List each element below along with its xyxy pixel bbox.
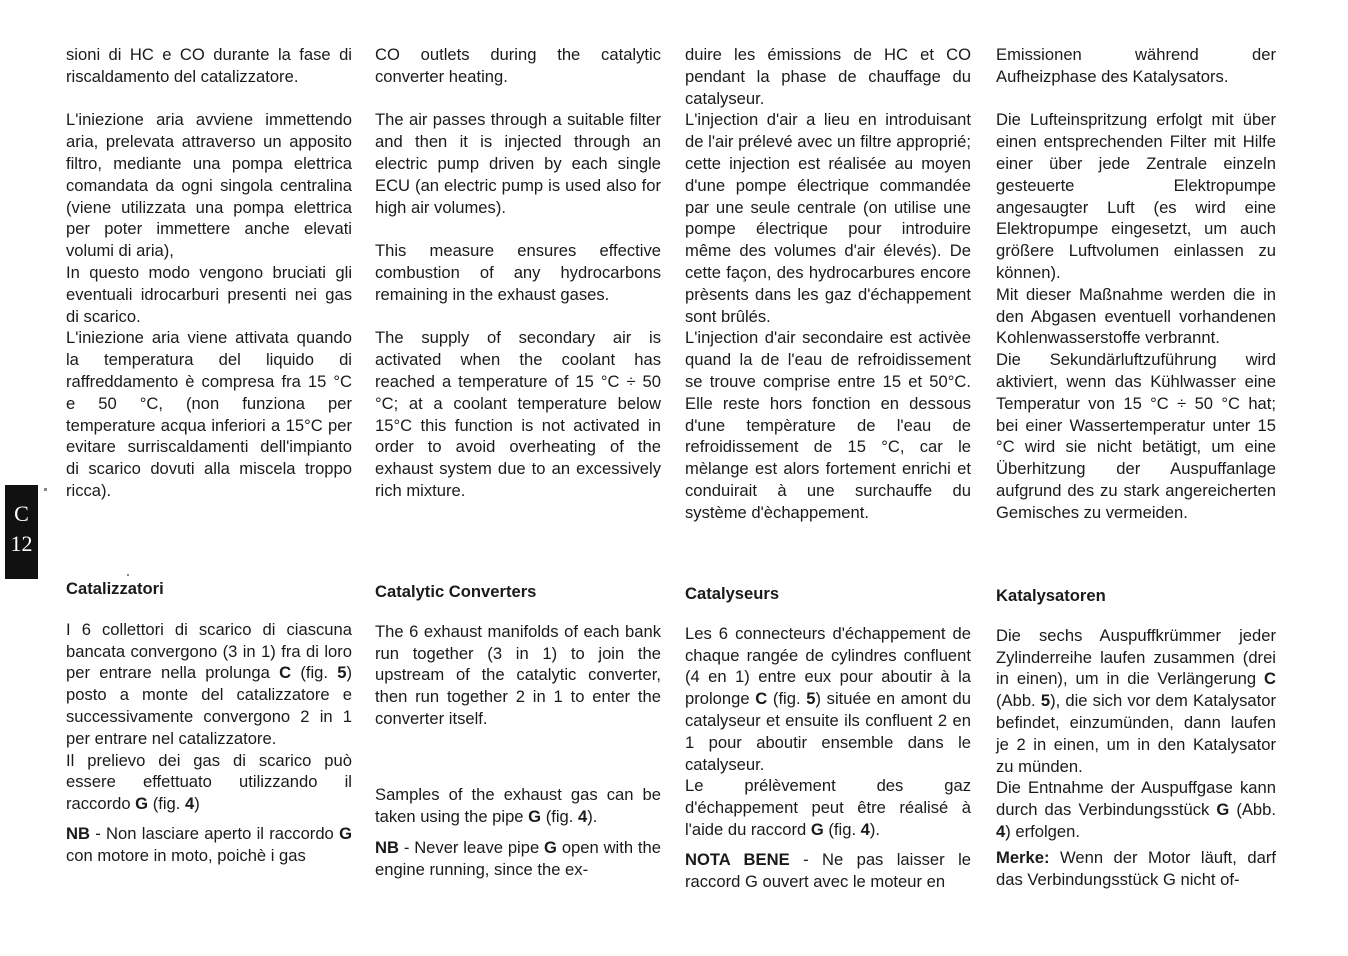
paragraph: I 6 collettori di scarico di ciascuna bancata convergono (3 in 1) fra di loro per entrare nella prolunga C (fig. 5) posto a monte del catalizzatore e successivamente convergono 2 in 1 per entrare nel catalizzatore. — [66, 619, 352, 748]
section-tab — [5, 485, 38, 579]
german-column-top — [996, 44, 1276, 524]
section-heading: Catalizzatori — [66, 579, 164, 598]
paragraph: CO outlets during the catalytic converter heating. — [375, 45, 661, 86]
scan-speck — [44, 488, 47, 491]
paragraph: Die sechs Auspuffkrümmer jeder Zylinderreihe laufen zusammen (drei in einen), um in die Verlängerung C (Abb. 5), die sich vor dem Katalysator befindet, einzumünden, dann laufen je 2 in einen, um in den Katalysator zu münden. — [996, 625, 1276, 776]
section-heading: Catalyseurs — [685, 584, 780, 603]
paragraph: L'injection d'air secondaire est activèe quand la de l'eau de refroidissement se trouve comprise entre 15 et 50°C. Elle reste hors fonction en dessous d'une tempèrature de l'eau de refroidissement de 15 °C, car le mèlange est alors fortement enrichi et conduirait à une surchauffe du système d'èchappement. — [685, 328, 971, 522]
paragraph: Die Entnahme der Auspuffgase kann durch das Verbindungsstück G (Abb. 4) erfolgen. — [996, 778, 1276, 841]
section-heading: Catalytic Converters — [375, 582, 537, 601]
english-column-bottom — [375, 581, 661, 881]
paragraph: The supply of secondary air is activated when the coolant has reached a temperature of 15 °C ÷ 50 °C; at a coolant temperature below 15°C this function is not activated in order to avoid overheating of the exhaust system due to an excessively rich mixture. — [375, 328, 661, 500]
paragraph: duire les émissions de HC et CO pendant la phase de chauffage du catalyseur. — [685, 45, 971, 108]
paragraph: L'iniezione aria viene attivata quando la temperatura del liquido di raffreddamento è compresa fra 15 °C e 50 °C, (non funziona per temperature acqua inferiori a 15°C per evitare surriscaldamenti dell'impianto di scarico dovuti alla miscela troppo ricca). — [66, 328, 352, 500]
section-heading: Katalysatoren — [996, 586, 1106, 605]
paragraph: In questo modo vengono bruciati gli eventuali idrocarburi presenti nei gas di scarico. — [66, 262, 352, 326]
note: NB - Never leave pipe G open with the engine running, since the ex- — [375, 838, 661, 880]
paragraph: Il prelievo dei gas di scarico può essere effettuato utilizzando il raccordo G (fig. 4) — [66, 750, 352, 814]
paragraph: Die Lufteinspritzung erfolgt mit über einen entsprechenden Filter mit Hilfe einer über jede Zentrale einzeln gesteuerte Elektropumpe angesaugter Luft (es wird eine Elektropumpe eingesetzt, um auch größere Luftvolumen einlassen zu können). — [996, 110, 1276, 282]
italian-column-bottom — [66, 578, 352, 867]
paragraph: This measure ensures effective combustion of any hydrocarbons remaining in the exhaust gases. — [375, 241, 661, 304]
german-column-bottom — [996, 585, 1276, 890]
paragraph: Die Sekundärluftzuführung wird aktiviert, wenn das Kühlwasser eine Temperatur von 15 °C ÷ 50 °C hat; bei einer Wassertemperatur unter 15 °C wird sie nicht betätigt, um eine Überhitzung der Auspuffanlage aufgrund des zu stark angereicherten Gemisches zu vermeiden. — [996, 350, 1276, 522]
note: Merke: Wenn der Motor läuft, darf das Verbindungsstück G nicht of- — [996, 847, 1276, 889]
scan-speck — [127, 574, 129, 576]
english-column-top — [375, 44, 661, 502]
section-letter: C — [14, 501, 29, 526]
french-column-top — [685, 44, 971, 524]
paragraph: Les 6 connecteurs d'échappement de chaque rangée de cylindres confluent (4 en 1) entre eux pour aboutir à la prolonge C (fig. 5) située en amont du catalyseur et ensuite ils confluent 2 en 1 pour aboutir ensemble dans le catalyseur. — [685, 623, 971, 774]
note: NOTA BENE - Ne pas laisser le raccord G ouvert avec le moteur en — [685, 849, 971, 891]
paragraph: Mit dieser Maßnahme werden die in den Abgasen eventuell vorhandenen Kohlenwasserstoffe verbrannt. — [996, 284, 1276, 348]
note: NB - Non lasciare aperto il raccordo G con motore in moto, poichè i gas — [66, 823, 352, 865]
paragraph: sioni di HC e CO durante la fase di riscaldamento del catalizzatore. — [66, 45, 352, 86]
french-column-bottom — [685, 583, 971, 892]
paragraph: L'injection d'air a lieu en introduisant de l'air prélevé avec un filtre approprié; cette injection est réalisée au moyen d'une pompe électrique commandée par une seule centrale (on utilise une pompe électrique pour introduire même des volumes d'air élevés). De cette façon, des hydrocarbures encore prèsents dans les gaz d'échappement sont brûlés. — [685, 110, 971, 326]
paragraph: Le prélèvement des gaz d'échappement peut être réalisé à l'aide du raccord G (fig. 4). — [685, 776, 971, 839]
page-number: 12 — [10, 531, 33, 556]
paragraph: Samples of the exhaust gas can be taken using the pipe G (fig. 4). — [375, 784, 661, 826]
paragraph: L'iniezione aria avviene immettendo aria, prelevata attraverso un apposito filtro, mediante una pompa elettrica comandata da ogni singola centralina (viene utilizzata una pompa elettrica per poter immettere anche elevati volumi di aria), — [66, 110, 352, 261]
italian-column-top — [66, 44, 352, 502]
paragraph: The 6 exhaust manifolds of each bank run together (3 in 1) to join the upstream of the catalytic converter, then run together 2 in 1 to enter the converter itself. — [375, 621, 661, 728]
paragraph: The air passes through a suitable filter and then it is injected through an electric pump driven by each single ECU (an electric pump is used also for high air volumes). — [375, 110, 661, 217]
paragraph: Emissionen während der Aufheizphase des Katalysators. — [996, 45, 1276, 86]
